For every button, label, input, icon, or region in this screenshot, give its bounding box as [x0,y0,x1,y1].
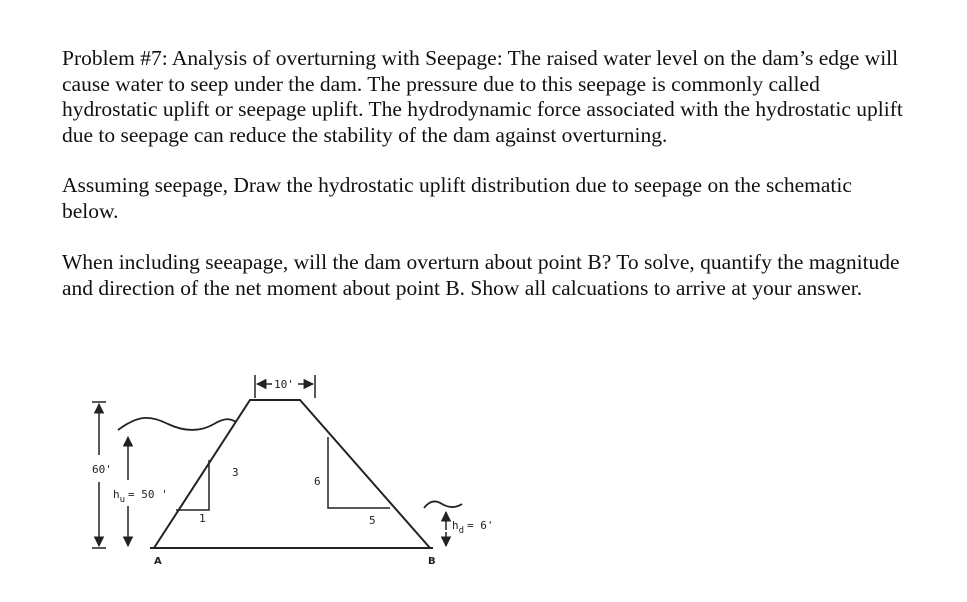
downstream-slope-rise-label: 6 [314,475,321,488]
overturning-question: When including seeapage, will the dam overturn about point B? To solve, quantify the magnitude and direction of the net moment about point B. Show all calcuations to arrive at your answer. [62,250,900,300]
top-width-label: 10' [274,378,294,391]
downstream-water-surface [424,501,462,508]
downstream-slope-run-label: 5 [369,514,376,527]
dam-outline [154,400,430,548]
problem-statement: Problem #7: Analysis of overturning with Seepage: The raised water level on the dam’s edge will cause water to seep under the dam. The pressure due to this seepage is commonly called hydrostatic uplift or seepage uplift. The hydrodynamic force associated with the hydrostatic uplift due to seepage can reduce the stability of the dam against overturning. [62,46,903,147]
upstream-water-surface [118,418,236,430]
upstream-slope-rise-label: 3 [232,466,239,479]
upstream-slope-run-label: 1 [199,512,206,525]
upstream-slope-triangle [176,460,209,510]
point-b-label: B [428,556,436,567]
upstream-water-depth-label: $h_u = 50$ ' [113,488,168,505]
point-a-label: A [154,556,162,567]
downstream-water-depth-label: $h_d = 6'$ [452,519,494,536]
height-label: 60' [92,463,112,476]
downstream-slope-triangle [328,437,390,508]
uplift-instruction: Assuming seepage, Draw the hydrostatic uplift distribution due to seepage on the schematic below. [62,173,852,223]
